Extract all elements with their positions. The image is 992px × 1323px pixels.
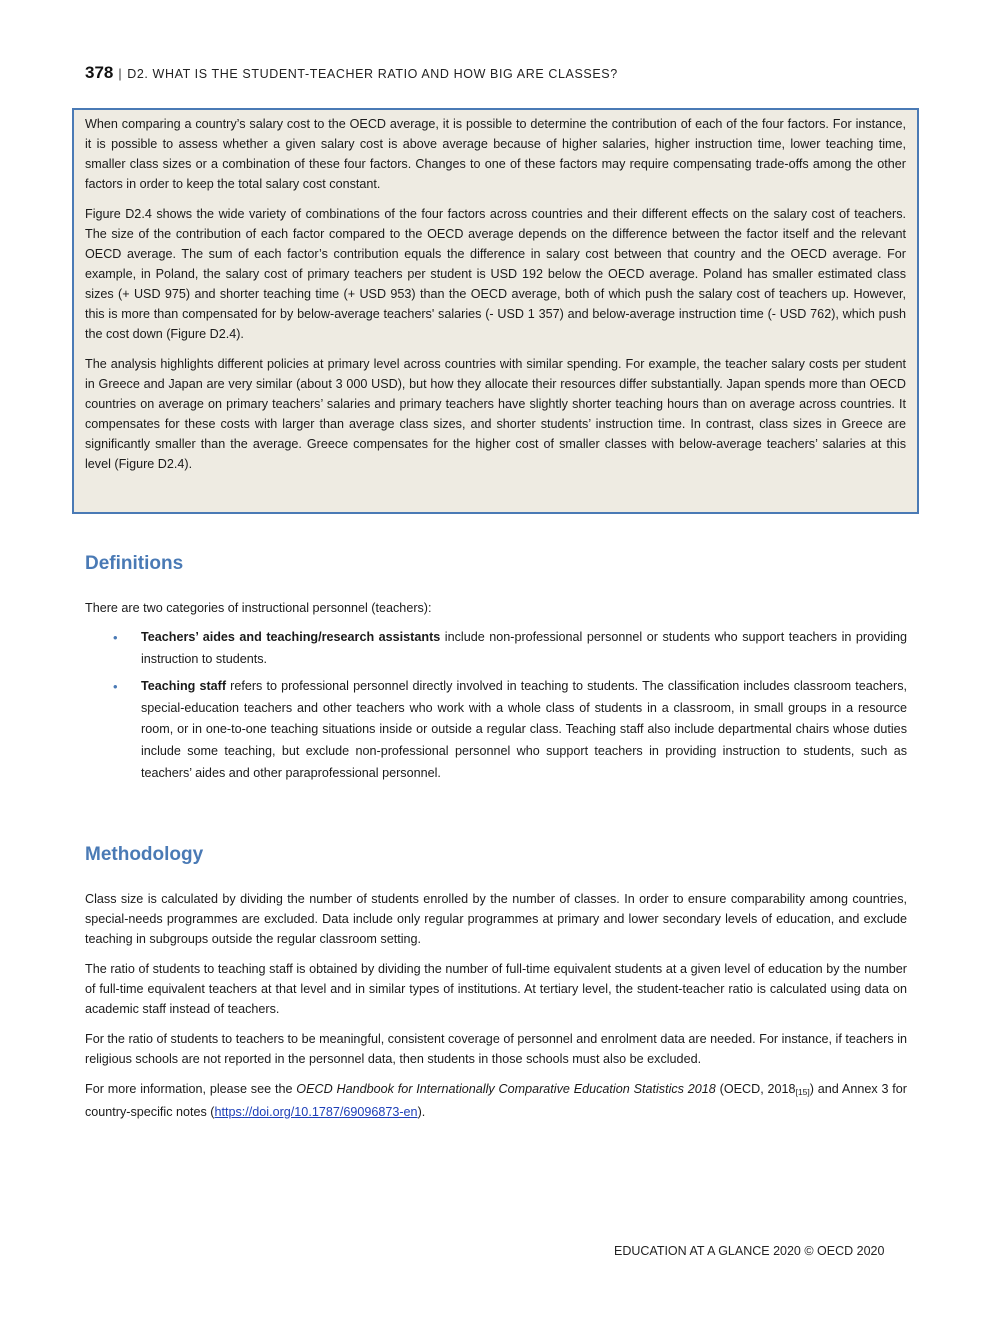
definitions-intro-text: There are two categories of instructional personnel (teachers): [85, 601, 432, 615]
more-info-end: ). [417, 1105, 426, 1119]
more-info-mid: (OECD, 2018 [715, 1082, 796, 1096]
definition-item [85, 627, 907, 670]
box-paragraph: Figure D2.4 shows the wide variety of combinations of the four factors across countries and their different effects on the salary cost of teachers. The size of the contribution of each factor compared to the OECD average depends on the difference between the factor itself and the relevant OECD average. The sum of each factor’s contribution equals the difference in salary cost between that country and the OECD average. For example, in Poland, the salary cost of primary teachers per student is USD 192 below the OECD average. Poland has smaller estimated class sizes (+ USD 975) and shorter teaching time (+ USD 953) than the OECD average, both of which push the salary cost of teachers up. However, this is more than compensated for by below-average teachers' salaries (- USD 1 357) and below-average instruction time (- USD 762), which push the cost down (Figure D2.4). [85, 207, 906, 341]
more-info-post: ) and Annex 3 for country-specific notes ( [85, 1082, 908, 1119]
definition-item [85, 676, 907, 784]
bullet-icon: • [113, 630, 118, 645]
page-footer: EDUCATION AT A GLANCE 2020 © OECD 2020 [614, 1244, 885, 1258]
doi-link[interactable]: https://doi.org/10.1787/69096873-en [214, 1105, 418, 1119]
chapter-title: D2. WHAT IS THE STUDENT-TEACHER RATIO AND HOW BIG ARE CLASSES? [127, 67, 618, 81]
handbook-title: OECD Handbook for Internationally Comparative Education Statistics 2018 [296, 1082, 716, 1096]
definitions-heading: Definitions [85, 553, 184, 574]
methodology-paragraph: The ratio of students to teaching staff is obtained by dividing the number of full-time equivalent students at a given level of education by the number of full-time equivalent teachers at that level and in similar types of institutions. At tertiary level, the student-teacher ratio is calculated using data on academic staff instead of teachers. [85, 962, 907, 1016]
definition-text: refers to professional personnel directly involved in teaching to students. The classification includes classroom teachers, special-education teachers and other teachers who work with a whole class of students in a classroom, in small groups in a resource room, or in one-to-one teaching situations inside or outside a regular class. Teaching staff also include departmental chairs whose duties include some teaching, but exclude non-professional personnel who support teachers in providing instruction to students, such as teachers’ aides and other paraprofessional personnel. [141, 679, 907, 780]
methodology-paragraph [85, 1079, 907, 1122]
methodology-paragraph: For the ratio of students to teachers to be meaningful, consistent coverage of personnel and enrolment data are needed. For instance, if teachers in religious schools are not reported in the personnel data, then students in those schools must also be excluded. [85, 1032, 907, 1066]
analysis-box [72, 108, 919, 514]
methodology-body [85, 889, 907, 1122]
bullet-icon: • [113, 679, 118, 695]
methodology-heading: Methodology [85, 844, 204, 865]
definitions-intro [85, 598, 907, 618]
more-info-pre: For more information, please see the [85, 1082, 297, 1096]
box-paragraph: The analysis highlights different policies at primary level across countries with similar spending. For example, the teacher salary costs per student in Greece and Japan are very similar (about 3 000 USD), but how they allocate their resources differ substantially. Japan spends more than OECD countries on average on primary teachers’ salaries and primary teachers have slightly shorter teaching hours than on average across countries. It compensates for these costs with larger than average class sizes, and shorter students’ instruction time. In contrast, class sizes in Greece are significantly smaller than the average. Greece compensates for the higher cost of smaller classes with below-average teachers’ salaries at this level (Figure D2.4). [85, 357, 906, 471]
methodology-paragraph: Class size is calculated by dividing the number of students enrolled by the number of classes. In order to ensure comparability among countries, special-needs programmes are excluded. Data include only regular programmes at primary and lower secondary levels of education, and exclude teaching in subgroups outside the regular classroom setting. [85, 892, 907, 946]
box-paragraph: When comparing a country’s salary cost to the OECD average, it is possible to determine the contribution of each of the four factors. For instance, it is possible to assess whether a given salary cost is above average because of higher salaries, higher instruction time, lower teaching time, smaller class sizes or a combination of these four factors. Changes to one of these factors may require compensating trade-offs among the other factors in order to keep the total salary cost constant. [85, 117, 906, 191]
running-header [85, 63, 618, 83]
page-number: 378 [85, 63, 114, 82]
reference-marker[interactable]: [15] [795, 1087, 810, 1097]
definition-term: Teachers’ aides and teaching/research assistants [141, 630, 441, 644]
header-separator: | [118, 67, 123, 81]
definition-term: Teaching staff [141, 679, 227, 694]
definition-text: include non-professional personnel or students who support teachers in providing instruction to students. [141, 630, 907, 666]
definitions-list [85, 627, 907, 790]
